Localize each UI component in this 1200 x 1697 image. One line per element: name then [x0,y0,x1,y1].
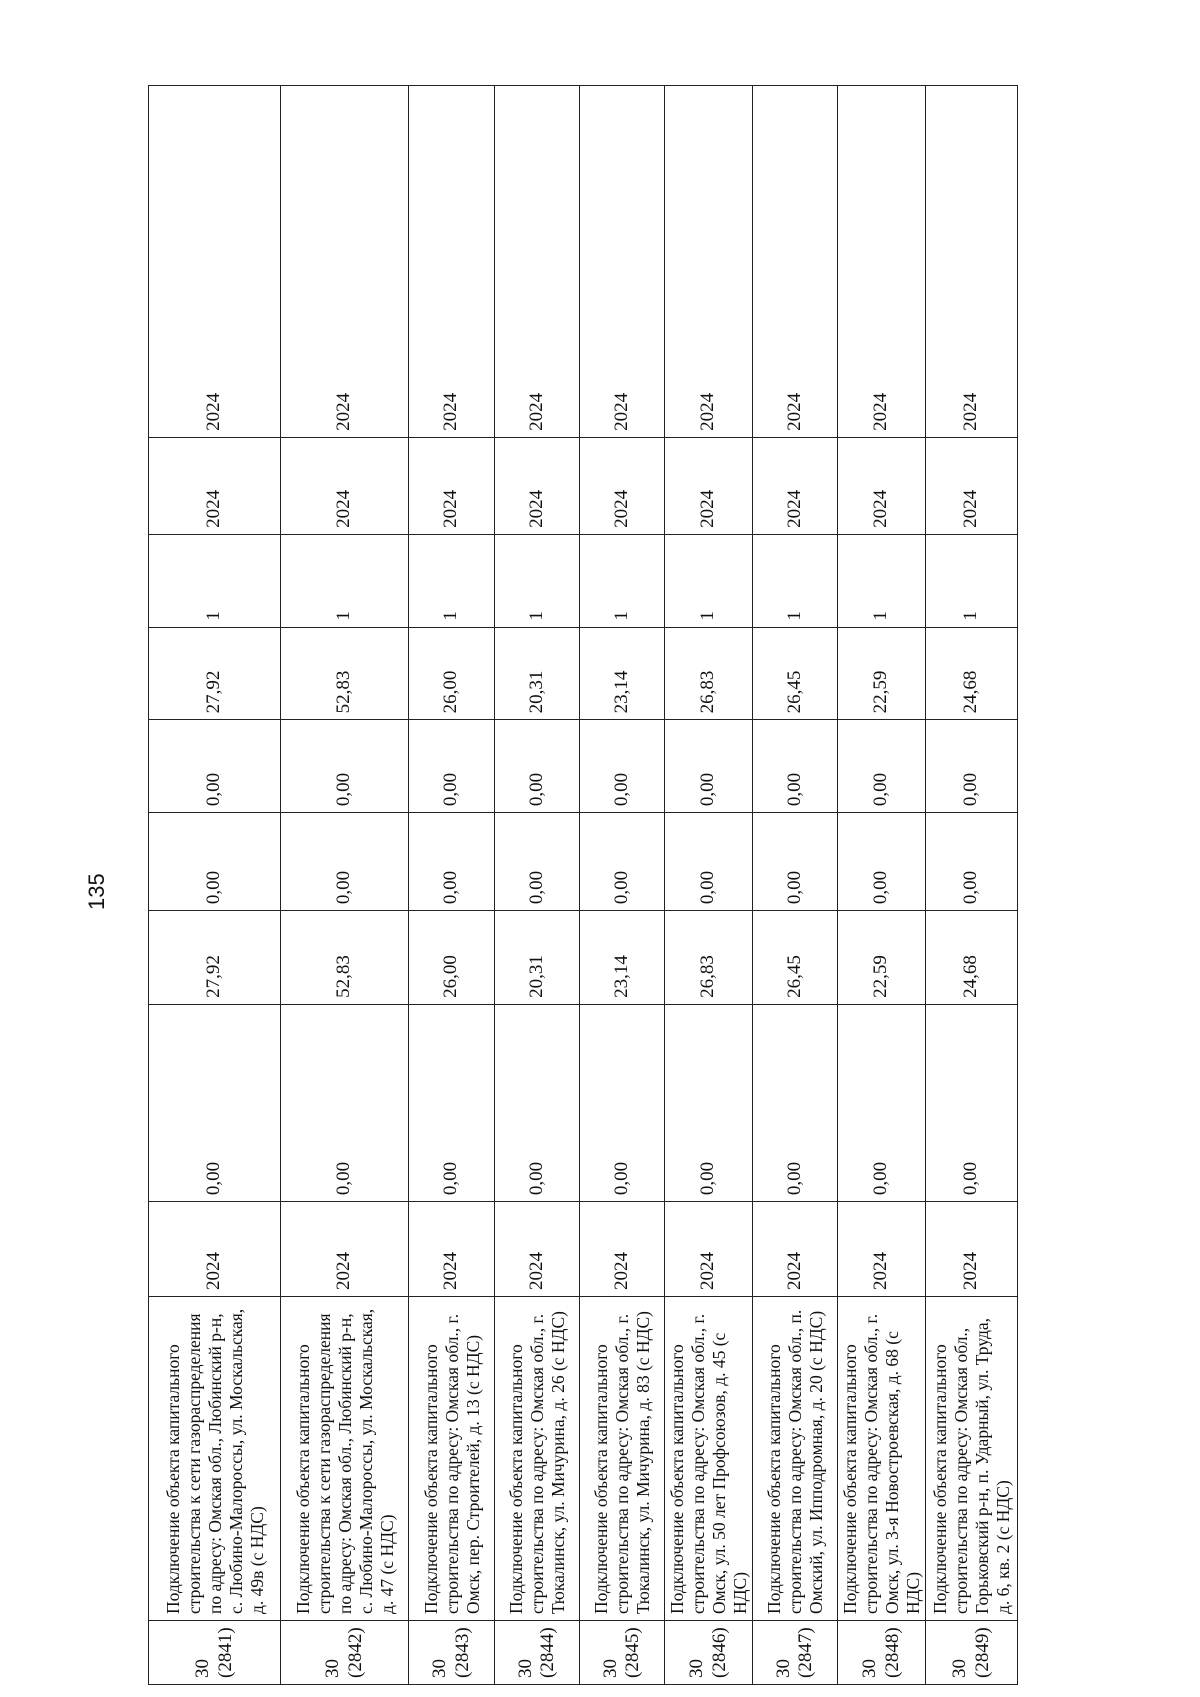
row-description-cell: Подключение объекта капитального строительства по адресу: Омская обл., г. Тюкалинск, ул. Мичурина, д. 26 (с НДС) [495,1296,580,1620]
row-year-cell: 2024 [149,1202,281,1297]
row-year-2-cell: 2024 [149,437,281,534]
row-value-1-cell: 0,00 [926,1004,1018,1201]
row-year-2-cell: 2024 [926,437,1018,534]
row-description-cell: Подключение объекта капитального строительства к сети газораспределения по адресу: Омская обл., Любинский р-н, с. Любино-Малороссы, ул. Москальская, д. 47 (с НДС) [281,1296,409,1620]
row-value-3-cell: 0,00 [580,813,665,911]
row-value-4-cell: 0,00 [753,720,838,813]
investment-table [148,85,1018,1685]
row-code: (2841) [214,1627,236,1678]
row-value-3-cell: 0,00 [838,813,926,911]
row-value-1-cell: 0,00 [149,1004,281,1201]
row-code: (2847) [795,1627,816,1678]
row-value-2-cell: 23,14 [580,911,665,1005]
row-value-1-cell: 0,00 [281,1004,409,1201]
row-value-1-cell: 0,00 [580,1004,665,1201]
table-row [665,86,753,1685]
row-year-3-cell: 2024 [580,86,665,438]
table-row [409,86,495,1685]
row-number: 30 [192,1659,214,1678]
row-code: (2849) [971,1627,993,1678]
row-year-2-cell: 2024 [838,437,926,534]
row-year-2-cell: 2024 [665,437,753,534]
table-row [753,86,838,1685]
row-number: 30 [599,1659,621,1678]
row-id-cell [409,1621,495,1685]
row-value-4-cell: 0,00 [838,720,926,813]
row-value-5-cell: 23,14 [580,627,665,720]
page-number: 135 [84,873,109,910]
row-year-2-cell: 2024 [281,437,409,534]
row-value-5-cell: 22,59 [838,627,926,720]
row-value-2-cell: 20,31 [495,911,580,1005]
row-description-cell: Подключение объекта капитального строительства по адресу: Омская обл., г. Омск, ул. 3-я Новостроевская, д. 68 (с НДС) [838,1296,926,1620]
row-value-3-cell: 0,00 [281,813,409,911]
row-number: 30 [429,1659,451,1678]
rotated-table-container [148,85,1068,1685]
row-number: 30 [686,1659,708,1678]
row-id-cell [281,1621,409,1685]
row-year-3-cell: 2024 [838,86,926,438]
row-count-cell: 1 [580,534,665,627]
row-id-cell [838,1621,926,1685]
row-code: (2845) [622,1627,643,1678]
row-value-1-cell: 0,00 [665,1004,753,1201]
row-year-cell: 2024 [753,1202,838,1297]
table-row [926,86,1018,1685]
table-row [838,86,926,1685]
row-value-5-cell: 27,92 [149,627,281,720]
row-value-2-cell: 26,00 [409,911,495,1005]
row-value-5-cell: 20,31 [495,627,580,720]
row-code: (2848) [881,1627,903,1678]
row-year-2-cell: 2024 [495,437,580,534]
row-code: (2843) [451,1627,473,1678]
row-year-cell: 2024 [495,1202,580,1297]
row-year-cell: 2024 [580,1202,665,1297]
row-number: 30 [859,1659,881,1678]
row-year-2-cell: 2024 [753,437,838,534]
row-value-2-cell: 22,59 [838,911,926,1005]
row-count-cell: 1 [665,534,753,627]
row-count-cell: 1 [926,534,1018,627]
row-value-3-cell: 0,00 [753,813,838,911]
row-year-cell: 2024 [665,1202,753,1297]
row-description-cell: Подключение объекта капитального строительства по адресу: Омская обл., г. Омск, пер. Строителей, д. 13 (с НДС) [409,1296,495,1620]
row-value-2-cell: 27,92 [149,911,281,1005]
row-year-3-cell: 2024 [281,86,409,438]
row-value-3-cell: 0,00 [149,813,281,911]
row-number: 30 [949,1659,971,1678]
row-id-cell [149,1621,281,1685]
row-value-4-cell: 0,00 [281,720,409,813]
row-value-4-cell: 0,00 [495,720,580,813]
row-value-4-cell: 0,00 [926,720,1018,813]
row-year-2-cell: 2024 [409,437,495,534]
row-year-cell: 2024 [409,1202,495,1297]
row-count-cell: 1 [409,534,495,627]
row-value-4-cell: 0,00 [665,720,753,813]
row-year-cell: 2024 [926,1202,1018,1297]
table-row [149,86,281,1685]
row-count-cell: 1 [149,534,281,627]
row-value-2-cell: 26,45 [753,911,838,1005]
row-code: (2846) [708,1627,730,1678]
row-code: (2842) [344,1627,366,1678]
row-value-5-cell: 26,45 [753,627,838,720]
row-value-3-cell: 0,00 [665,813,753,911]
row-year-3-cell: 2024 [926,86,1018,438]
row-year-cell: 2024 [281,1202,409,1297]
table-row [580,86,665,1685]
row-number: 30 [514,1659,536,1678]
row-description-cell: Подключение объекта капитального строительства по адресу: Омская обл., Горьковский р-н, п. Ударный, ул. Труда, д. 6, кв. 2 (с НДС) [926,1296,1018,1620]
row-id-cell [926,1621,1018,1685]
row-description-cell: Подключение объекта капитального строительства по адресу: Омская обл., г. Тюкалинск, ул. Мичурина, д. 83 (с НДС) [580,1296,665,1620]
row-value-3-cell: 0,00 [409,813,495,911]
row-number: 30 [322,1659,344,1678]
row-value-5-cell: 26,83 [665,627,753,720]
row-year-3-cell: 2024 [409,86,495,438]
table-row [281,86,409,1685]
row-value-3-cell: 0,00 [926,813,1018,911]
row-description-cell: Подключение объекта капитального строительства по адресу: Омская обл., г. Омск, ул. 50 лет Профсоюзов, д. 45 (с НДС) [665,1296,753,1620]
row-year-3-cell: 2024 [149,86,281,438]
row-value-4-cell: 0,00 [409,720,495,813]
row-id-cell [753,1621,838,1685]
row-id-cell [580,1621,665,1685]
row-count-cell: 1 [495,534,580,627]
row-value-5-cell: 26,00 [409,627,495,720]
row-value-2-cell: 52,83 [281,911,409,1005]
row-value-2-cell: 24,68 [926,911,1018,1005]
row-id-cell [665,1621,753,1685]
row-year-3-cell: 2024 [753,86,838,438]
row-value-2-cell: 26,83 [665,911,753,1005]
row-id-cell [495,1621,580,1685]
row-description-cell: Подключение объекта капитального строительства по адресу: Омская обл., п. Омский, ул. Ипподромная, д. 20 (с НДС) [753,1296,838,1620]
row-value-5-cell: 52,83 [281,627,409,720]
row-count-cell: 1 [838,534,926,627]
row-year-cell: 2024 [838,1202,926,1297]
row-count-cell: 1 [281,534,409,627]
row-value-1-cell: 0,00 [409,1004,495,1201]
row-value-1-cell: 0,00 [495,1004,580,1201]
row-year-3-cell: 2024 [665,86,753,438]
row-value-1-cell: 0,00 [838,1004,926,1201]
row-year-2-cell: 2024 [580,437,665,534]
row-code: (2844) [537,1627,558,1678]
row-value-1-cell: 0,00 [753,1004,838,1201]
table-row [495,86,580,1685]
row-count-cell: 1 [753,534,838,627]
row-description-cell: Подключение объекта капитального строительства к сети газораспределения по адресу: Омская обл., Любинский р-н, с. Любино-Малороссы, ул. Москальская, д. 49в (с НДС) [149,1296,281,1620]
row-number: 30 [772,1659,794,1678]
row-value-4-cell: 0,00 [149,720,281,813]
row-value-4-cell: 0,00 [580,720,665,813]
row-year-3-cell: 2024 [495,86,580,438]
row-value-5-cell: 24,68 [926,627,1018,720]
row-value-3-cell: 0,00 [495,813,580,911]
